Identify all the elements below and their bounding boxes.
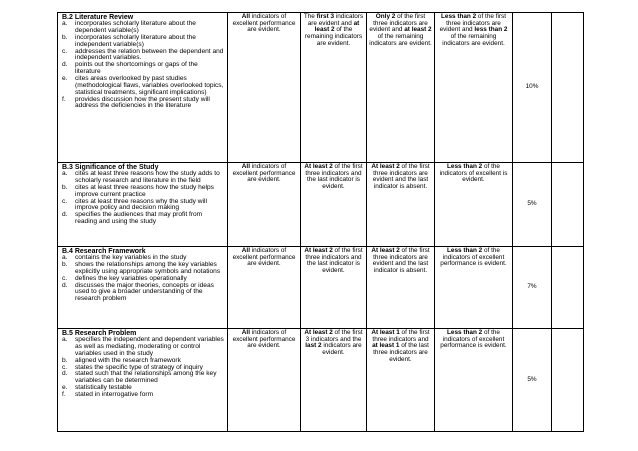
item-letter: c. (62, 47, 68, 55)
criteria-cell (58, 13, 228, 163)
performance-level-4-cell (435, 13, 513, 163)
item-letter: a. (62, 254, 68, 262)
score-cell (552, 163, 584, 247)
performance-level-3-cell (367, 247, 435, 329)
criteria-cell (58, 329, 228, 432)
weight-cell (513, 247, 552, 329)
level-text-segment: of the first 3 indicators and the (305, 329, 363, 343)
level-text-segment: All (241, 247, 250, 254)
level-text-segment: indicators of excellent performance are evident. (232, 13, 296, 34)
item-letter: e. (62, 75, 68, 83)
item-letter: b. (62, 261, 68, 269)
criteria-title: B.3 Significance of the Study (62, 164, 159, 171)
level-text-segment: at least 2 (314, 19, 360, 34)
level-text-segment: of the first three indicators and the last indicator is evident. (305, 163, 363, 190)
rubric-row (58, 163, 584, 247)
level-text-segment: At least 2 (304, 329, 333, 336)
performance-level-1-cell (228, 247, 301, 329)
item-text: stated in interrogative form (75, 391, 154, 399)
item-text: statistically testable (75, 384, 132, 392)
level-text-segment: of the first three indicators are evident and (439, 13, 506, 34)
level-text-segment: of the remaining indicators are evident. (304, 26, 363, 47)
criteria-item (62, 21, 224, 35)
weight-value: 5% (527, 200, 537, 208)
level-text-segment: of the first three indicators are evident and the last indicator is absent. (372, 247, 430, 274)
performance-level-1-cell (228, 13, 301, 163)
level-text-segment: All (241, 329, 250, 336)
score-cell (552, 247, 584, 329)
level-text-segment: of the remaining indicators are evident. (442, 32, 505, 47)
item-letter: a. (62, 336, 68, 344)
criteria-item (62, 171, 224, 185)
level-text-segment: of the first three indicators are evident and (369, 13, 428, 34)
item-text: stated such that the relationships among the key variables can be determined (75, 370, 217, 385)
criteria-title: B.4 Research Framework (62, 248, 146, 255)
level-text-segment: Less than 2 (440, 13, 477, 20)
item-letter: a. (62, 20, 68, 28)
level-text-segment: At least 1 (371, 329, 400, 336)
rubric-table (57, 12, 584, 432)
item-letter: d. (62, 211, 68, 219)
level-text-segment: Less than 2 (447, 329, 483, 336)
item-text: addresses the relation between the dependent and independent variables. (75, 47, 224, 62)
level-text-segment: indicators of excellent performance are evident. (232, 247, 296, 268)
performance-level-3-cell (367, 329, 435, 432)
level-text-segment: At least 2 (371, 163, 400, 170)
item-letter: e. (62, 384, 68, 392)
level-text-segment: of the first three indicators and (372, 329, 430, 343)
performance-level-2-cell (301, 13, 367, 163)
level-text-segment: of the first three indicators are evident and the last indicator is absent. (372, 163, 430, 190)
level-text-segment: At least 2 (304, 163, 333, 170)
level-text-segment: At least 2 (371, 247, 400, 254)
item-text: cites areas overlooked by past studies (methodological flaws, variables overlooked topics, statistical treatments, significant implications) (75, 75, 224, 96)
level-text-segment: At least 2 (304, 247, 333, 254)
criteria-title: B.2 Literature Review (62, 14, 134, 21)
level-text-segment: All (241, 163, 250, 170)
item-text: aligned with the research framework (75, 356, 181, 364)
criteria-cell (58, 247, 228, 329)
weight-value: 5% (527, 375, 537, 383)
criteria-item (62, 62, 224, 76)
performance-level-2-cell (301, 247, 367, 329)
item-letter: d. (62, 281, 68, 289)
criteria-item (62, 212, 224, 226)
level-text-segment: indicators are evident. (321, 342, 362, 356)
criteria-item (62, 262, 224, 276)
level-text-segment: at least 1 (372, 342, 400, 350)
level-text-segment: last 2 (305, 342, 322, 350)
level-text-segment: indicators are evident and (307, 13, 364, 27)
item-letter: b. (62, 356, 68, 364)
weight-cell (513, 329, 552, 432)
item-letter: c. (62, 197, 68, 205)
item-letter: a. (62, 170, 68, 178)
criteria-item (62, 185, 224, 199)
performance-level-3-cell (367, 13, 435, 163)
item-letter: c. (62, 274, 68, 282)
item-text: contains the key variables in the study (75, 254, 187, 262)
criteria-cell (58, 163, 228, 247)
level-text-segment: of the first three indicators and the last indicator is evident. (305, 247, 363, 274)
criteria-item (62, 283, 224, 304)
criteria-item (62, 97, 224, 111)
item-text: incorporates scholarly literature about the independent variable(s) (75, 33, 196, 48)
rubric-row (58, 247, 584, 329)
level-text-segment: of the remaining indicators are evident. (369, 32, 432, 47)
item-text: specifies the audiences that may profit from reading and using the study (75, 211, 203, 226)
item-letter: b. (62, 33, 68, 41)
item-letter: b. (62, 183, 68, 191)
item-text: defines the key variables operationally (75, 274, 187, 282)
performance-level-4-cell (435, 329, 513, 432)
criteria-item (62, 199, 224, 213)
item-text: incorporates scholarly literature about the dependent variable(s) (75, 20, 196, 35)
item-text: cites at least three reasons how the study helps improve current practice (75, 183, 214, 198)
level-text-segment: at least 2 (404, 26, 432, 34)
weight-value: 7% (527, 283, 537, 291)
item-letter: f. (62, 95, 66, 103)
criteria-item (62, 392, 224, 399)
performance-level-3-cell (367, 163, 435, 247)
item-text: cites at least three reasons why the study will improve policy and decision making (75, 197, 207, 212)
item-text: provides discussion how the present study will address the deficiencies in the literature (75, 95, 210, 110)
criteria-item (62, 35, 224, 49)
item-text: points out the shortcomings or gaps of the literature (75, 61, 198, 76)
level-text-segment: of the indicators of excellent performance is evident. (440, 329, 507, 350)
level-text-segment: indicators of excellent performance are evident. (232, 163, 296, 184)
criteria-item (62, 337, 224, 358)
performance-level-4-cell (435, 247, 513, 329)
level-text-segment: less than 2 (474, 26, 508, 34)
level-text-segment: of the last three indicators are evident. (373, 342, 429, 363)
item-text: states the specific type of strategy of inquiry (75, 363, 203, 371)
performance-level-2-cell (301, 329, 367, 432)
item-text: shows the relationships among the key variables explicitly using appropriate symbols and notations (75, 261, 221, 275)
item-text: discusses the major theories, concepts or ideas used to give a broader understanding of the research problem (75, 281, 214, 303)
performance-level-1-cell (228, 329, 301, 432)
performance-level-4-cell (435, 163, 513, 247)
item-letter: c. (62, 363, 68, 371)
level-text-segment: of the indicators of excellent is evident. (439, 163, 508, 184)
level-text-segment: The (303, 13, 317, 20)
criteria-item (62, 76, 224, 97)
performance-level-2-cell (301, 163, 367, 247)
level-text-segment: first 3 (316, 13, 335, 20)
level-text-segment: Less than 2 (447, 247, 483, 254)
criteria-item (62, 49, 224, 63)
criteria-title: B.5 Research Problem (62, 330, 137, 337)
item-text: specifies the independent and dependent variables as well as mediating, moderating or control variables used in the study (75, 336, 224, 357)
performance-level-1-cell (228, 163, 301, 247)
rubric-row (58, 329, 584, 432)
item-letter: d. (62, 61, 68, 69)
criteria-item (62, 371, 224, 385)
item-letter: d. (62, 370, 68, 378)
weight-cell (513, 13, 552, 163)
weight-cell (513, 163, 552, 247)
weight-value: 10% (525, 83, 539, 91)
level-text-segment: of the indicators of excellent performance is evident. (440, 247, 507, 268)
level-text-segment: All (241, 13, 250, 20)
rubric-row (58, 13, 584, 163)
score-cell (552, 329, 584, 432)
item-text: cites at least three reasons how the study adds to scholarly research and literature in the field (75, 170, 220, 185)
level-text-segment: Only 2 (375, 13, 396, 20)
level-text-segment: indicators of excellent performance are evident. (232, 329, 296, 350)
level-text-segment: Less than 2 (447, 163, 483, 170)
score-cell (552, 13, 584, 163)
item-letter: f. (62, 391, 66, 399)
